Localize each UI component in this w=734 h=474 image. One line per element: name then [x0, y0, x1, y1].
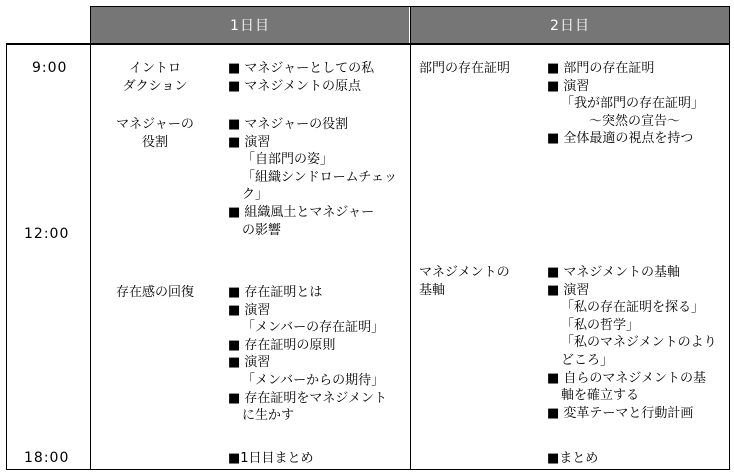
list-item: ■ 組織風土とマネジャー	[228, 204, 375, 220]
right-border	[729, 6, 730, 470]
list-item: ■ 演習	[228, 302, 271, 318]
day1-session-role-line1: マネジャーの	[116, 117, 194, 132]
day1-session-intro-line1: イントロ	[128, 61, 181, 76]
bottom-border	[6, 469, 730, 470]
list-item: の影響	[242, 222, 282, 238]
list-item: 「メンバーからの期待」	[242, 372, 385, 388]
list-item: ■ 演習	[228, 134, 271, 150]
list-item: 「メンバーの存在証明」	[242, 320, 385, 336]
list-item: ■ 演習	[228, 355, 271, 371]
list-item: ■ 存在証明とは	[228, 285, 323, 300]
list-item: ■まとめ	[547, 451, 599, 466]
list-item: ■ 全体最適の視点を持つ	[547, 131, 694, 147]
day1-header: 1日目	[91, 7, 409, 43]
list-item: 軸を確立する	[561, 388, 640, 404]
time-0900: 9:00	[32, 60, 68, 76]
day1-content-role	[228, 116, 397, 239]
list-item: ■ マネジャーとしての私	[228, 61, 375, 76]
list-item: ■ 変革テーマと行動計画	[547, 405, 694, 421]
left-border	[6, 43, 7, 470]
day1-session-intro-title	[100, 60, 210, 95]
day1-session-presence-line1: 存在感の回復	[115, 285, 194, 300]
header-bottom-border	[6, 43, 730, 45]
day-divider	[410, 6, 411, 470]
list-item: ■ 自らのマネジメントの基	[547, 370, 707, 386]
time-1800: 18:00	[24, 450, 70, 466]
day1-session-role-line2: 役割	[141, 134, 168, 150]
list-item: どころ」	[561, 352, 614, 368]
day2-session-axis-title	[419, 264, 510, 299]
day1-content-presence	[228, 284, 387, 425]
time-1200: 12:00	[24, 226, 70, 242]
day2-header: 2日目	[411, 7, 729, 43]
day1-closing	[228, 450, 314, 468]
day2-session-axis-line1: マネジメントの	[419, 265, 510, 280]
day1-session-role-title	[100, 116, 210, 151]
list-item: ■ 部門の存在証明	[547, 61, 655, 76]
day1-session-presence-title	[100, 284, 210, 302]
list-item: ■ マネジャーの役割	[228, 117, 349, 132]
list-item: ■ 演習	[547, 78, 590, 94]
list-item: 「私の存在証明を探る」	[561, 300, 705, 316]
list-item: 「私のマネジメントのより	[561, 335, 717, 351]
time-column-divider	[90, 6, 91, 470]
day2-content-axis	[547, 264, 717, 422]
list-item: ■ マネジメントの基軸	[547, 265, 681, 280]
day1-session-intro-line2: ダクション	[122, 78, 188, 94]
day2-session-dept-title	[419, 60, 510, 78]
list-item: 「私の哲学」	[561, 317, 640, 333]
day1-content-intro	[228, 60, 374, 95]
list-item: ■ 演習	[547, 282, 590, 298]
list-item: 「我が部門の存在証明」	[561, 96, 705, 112]
list-item: ■1日目まとめ	[228, 451, 314, 466]
list-item: ■ 存在証明をマネジメント	[228, 390, 388, 406]
day2-session-dept-line1: 部門の存在証明	[419, 61, 511, 76]
list-item: ■ マネジメントの原点	[228, 78, 362, 94]
list-item: ～突然の宣告～	[589, 113, 681, 129]
list-item: ■ 存在証明の原則	[228, 337, 336, 353]
list-item: ク」	[242, 187, 269, 203]
list-item: 「自部門の姿」	[242, 152, 334, 168]
list-item: 「組織シンドロームチェッ	[242, 169, 398, 185]
day2-closing	[547, 450, 598, 468]
list-item: に生かす	[242, 408, 295, 424]
day2-session-axis-line2: 基軸	[419, 282, 446, 298]
day2-content-dept	[547, 60, 704, 148]
